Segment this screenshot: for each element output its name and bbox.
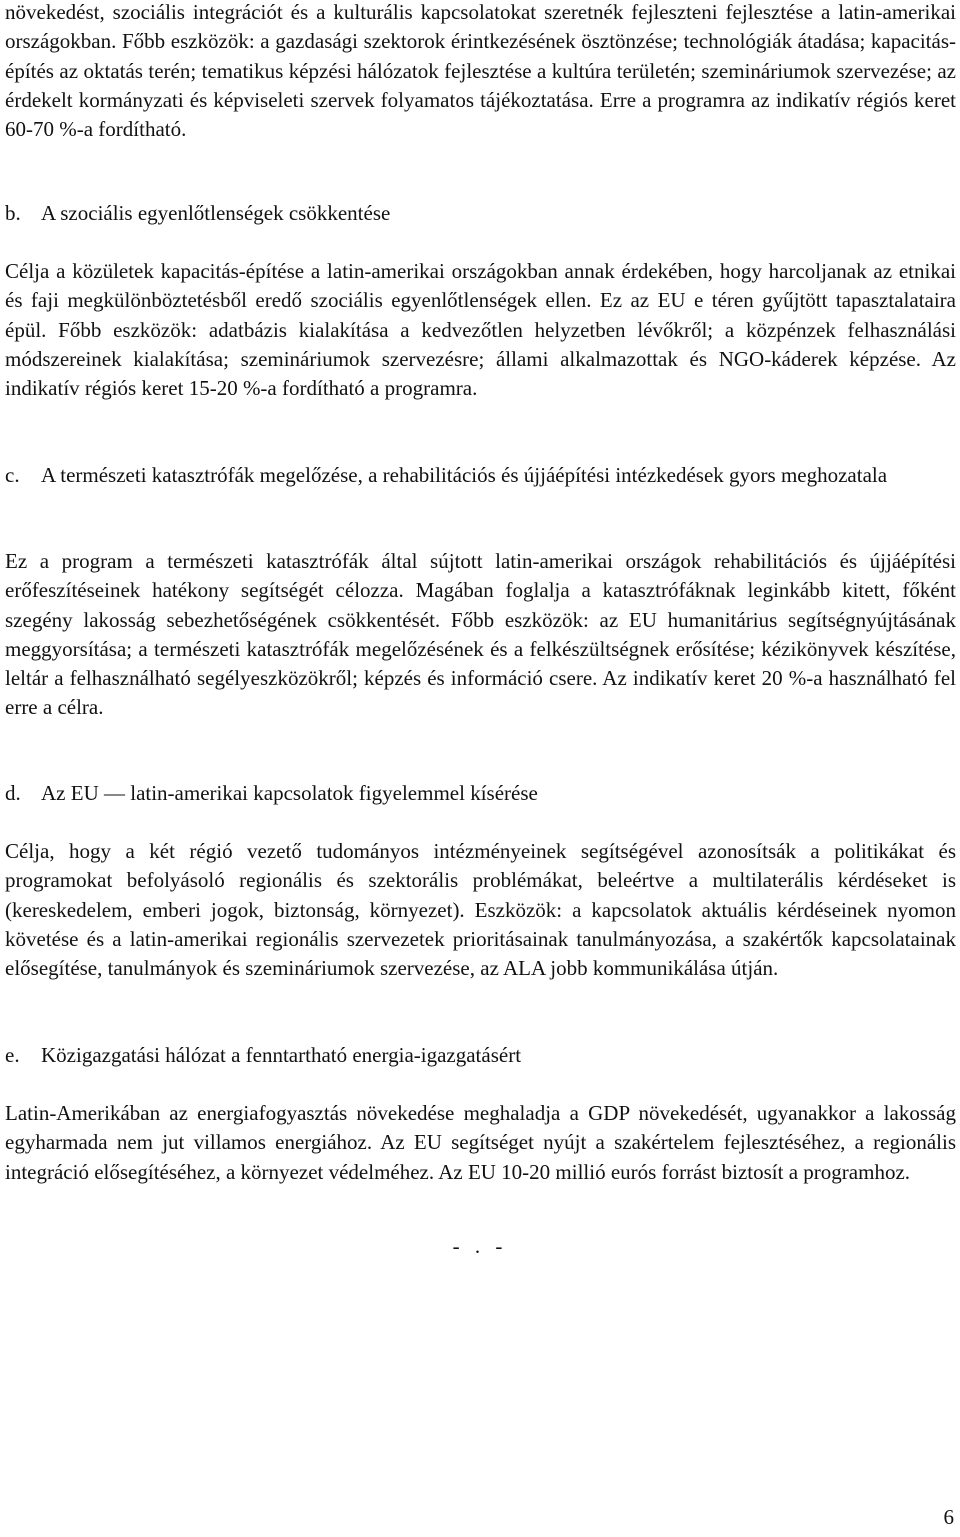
end-separator: - . - xyxy=(452,1234,508,1258)
intro-paragraph: növekedést, szociális integrációt és a kulturális kapcsolatokat szeretnék fejleszteni fejlesztése a latin-amerikai országokban. Főbb eszközök: a gazdasági szektorok érintkezésének ösztönzése; technológiák átadása; kapacitás-építés az oktatás terén; tematikus képzési hálózatok fejlesztése a kultúra területén; szemináriumok szervezése; az érdekelt kormányzati és képviseleti szervek folyamatos tájékoztatása. Erre a programra az indikatív régiós keret 60-70 %-a fordítható. xyxy=(5,0,956,142)
section-body-b: Célja a közületek kapacitás-építése a latin-amerikai országokban annak érdekében, hogy harcoljanak az etnikai és faji megkülönböztetésből eredő szociális egyenlőtlenségek ellen. Ez az EU e téren gyűjtött tapasztalataira épül. Főbb eszközök: adatbázis kialakítása a kedvezőtlen helyzetben lévőkről; a közpénzek felhasználási módszereinek kialakítása; szemináriumok szervezésre; állami alkalmazottak és NGO-káderek képzése. Az indikatív régiós keret 15-20 %-a fordítható a programra. xyxy=(5,259,956,401)
section-body-d: Célja, hogy a két régió vezető tudományos intézményeinek segítségével azonosítsák a politikákat és programokat befolyásoló regionális és szektorális problémákat, beleértve a multilaterális kérdéseket is (kereskedelem, emberi jogok, biztonság, környezet). Eszközök: a kapcsolatok aktuális kérdéseinek nyomon követése és a latin-amerikai regionális szervezetek prioritásainak tanulmányozása, a szakértők kapcsolatainak elősegítése, tanulmányok és szemináriumok szervezése, az ALA jobb kommunikálása útján. xyxy=(5,839,956,981)
section-letter: b. xyxy=(5,201,21,225)
section-heading-b xyxy=(5,199,956,228)
section-letter: d. xyxy=(5,781,21,805)
section-body-e: Latin-Amerikában az energiafogyasztás növekedése meghaladja a GDP növekedését, ugyanakkor a lakosság egyharmada nem jut villamos energiához. Az EU segítséget nyújt a szakértelem fejlesztéséhez, a regionális integráció elősegítéséhez, a környezet védelméhez. Az EU 10-20 millió eurós forrást biztosít a programhoz. xyxy=(5,1101,956,1184)
section-heading-c xyxy=(5,461,956,490)
section-letter: c. xyxy=(5,463,20,487)
section-heading-e xyxy=(5,1041,956,1070)
section-title: Közigazgatási hálózat a fenntartható energia-igazgatásért xyxy=(41,1043,522,1067)
section-title: A természeti katasztrófák megelőzése, a rehabilitációs és újjáépítési intézkedések gyors meghozatala xyxy=(41,463,888,487)
page-number: 6 xyxy=(943,1505,954,1529)
section-title: Az EU — latin-amerikai kapcsolatok figyelemmel kísérése xyxy=(41,781,538,805)
section-letter: e. xyxy=(5,1043,20,1067)
section-title: A szociális egyenlőtlenségek csökkentése xyxy=(41,201,391,225)
section-heading-d xyxy=(5,779,956,808)
section-body-c: Ez a program a természeti katasztrófák által sújtott latin-amerikai országok rehabilitációs és újjáépítési erőfeszítéseinek hatékony segítségét célozza. Magában foglalja a katasztrófáknak leginkább kitett, főként szegény lakosság sebezhetőségének csökkentését. Főbb eszközök: az EU humanitárius segítségnyújtásának meggyorsítása; a természeti katasztrófák megelőzésének és a felkészültségnek erősítése; kézikönyvek készítése, leltár a felhasználható segélyeszközökről; képzés és információ csere. Az indikatív keret 20 %-a használható fel erre a célra. xyxy=(5,549,956,720)
